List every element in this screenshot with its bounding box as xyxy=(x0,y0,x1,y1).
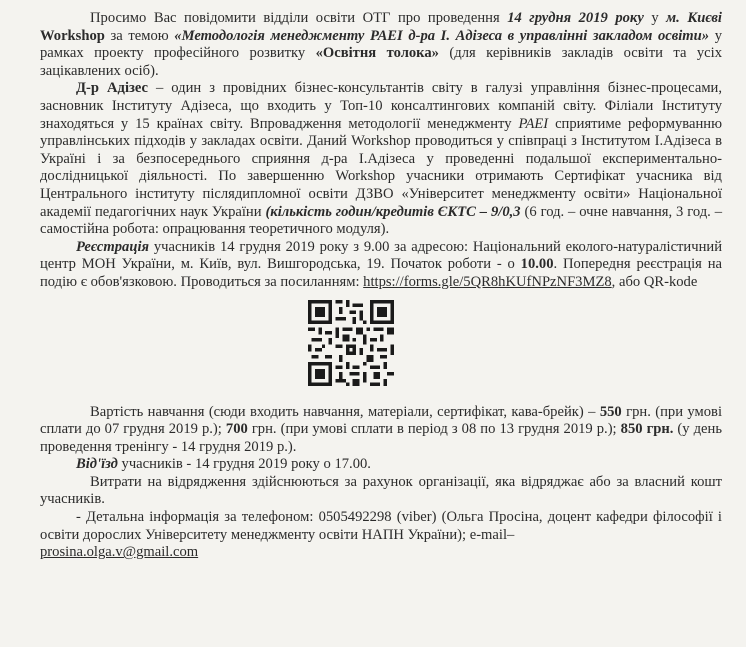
text: (для керівників закладів освіти та усіх зацікавлених осіб). xyxy=(40,45,723,79)
text: учасників 14 грудня 2019 року з 9.00 за адресою: Національний еколого-натуралістичний центр МОН України, м. Київ, вул. Вишгородська, 19. Початок роботи - о xyxy=(40,238,722,273)
text: (у день проведення тренінгу - 14 грудня 2019 р.). xyxy=(40,421,722,455)
paragraph-registration xyxy=(40,239,722,292)
workshop-label: Workshop xyxy=(40,27,105,44)
workshop-topic: «Методологія менеджменту РАЕІ д-ра І. Адізеса в управлінні закладом освіти» xyxy=(174,27,710,44)
text: , або QR-kode xyxy=(611,273,698,290)
person-name: Д-р Адізес xyxy=(76,80,148,97)
text: сприятиме реформуванню управлінських підходів у закладах освіти. Даний Workshop проводиться у співпраці з Інститутом І.Адізеса в Україні і за безпосереднього сприяння д-ра І.Адізеса у проведенні подальшої експериментально-дослідницької діяльності. По завершенню Workshop учасники отримають Сертифікат учасника від Центрального інституту післядипломної освіти ДЗВО «Університет менеджменту освіти» Національної академії педагогічних наук України xyxy=(40,115,722,220)
project-name: «Освітня толока» xyxy=(315,45,439,62)
text: за темою xyxy=(104,27,175,44)
paragraph-price xyxy=(40,404,722,457)
departure-label: Від'їзд xyxy=(76,456,118,473)
event-date: 14 грудня 2019 року xyxy=(507,10,644,26)
registration-label: Реєстрація xyxy=(76,238,150,255)
start-time: 10.00 xyxy=(520,256,554,273)
price-early: 550 xyxy=(599,403,622,420)
text: Просимо Вас повідомити відділи освіти ОТГ про проведення xyxy=(90,10,508,26)
qr-code-image[interactable] xyxy=(308,300,394,386)
text: учасників - 14 грудня 2019 року о 17.00. xyxy=(117,456,371,473)
paragraph-contact xyxy=(40,509,722,562)
text: – один з провідних бізнес-консультантів світу в галузі управління бізнес-процесами, засновник Інституту Адізеса, що входить у Топ-10 консалтингових компаній світу. Філіали Інституту знаходяться у 15 країнах світу. Впровадження методології менеджменту xyxy=(40,80,723,132)
price-onsite: 850 грн. xyxy=(620,421,674,438)
text: у рамках проекту професійного розвитку xyxy=(40,27,722,62)
paragraph-intro xyxy=(40,10,722,80)
text: у xyxy=(643,10,667,26)
paragraph-departure xyxy=(40,456,722,474)
text: . Попередня реєстрація на подію є обов'язковою. Проводиться за посиланням: xyxy=(40,256,722,290)
text: (6 год. – очне навчання, 3 год. – самостійна робота: опрацювання теоретичного модуля). xyxy=(40,203,723,238)
text: Витрати на відрядження здійснюються за рахунок організації, яка відряджає або за власний кошт учасників. xyxy=(40,473,722,508)
text: - Детальна інформація за телефоном: 0505492298 (viber) (Ольга Просіна, доцент кафедри філософії і освіти дорослих Університету менеджменту освіти НАПН України); e-mail– xyxy=(40,509,722,543)
event-city: м. Києві xyxy=(666,10,722,26)
price-mid: 700 xyxy=(225,421,248,438)
paragraph-expenses xyxy=(40,474,722,509)
paragraph-adizes xyxy=(40,80,722,238)
text: грн. (при умові сплати до 07 грудня 2019 р.); xyxy=(40,403,722,438)
paei-term: PAEI xyxy=(518,115,549,132)
qr-code-container xyxy=(10,300,692,386)
credits-info: (кількість годин/кредитів ЄКТС – 9/0,3 xyxy=(265,203,521,220)
text: грн. (при умові сплати в період з 08 по 13 грудня 2019 р.); xyxy=(247,421,621,438)
registration-link[interactable]: https://forms.gle/5QR8hKUfNPzNF3MZ8 xyxy=(363,273,612,290)
contact-email-link[interactable]: prosina.olga.v@gmail.com xyxy=(40,544,199,561)
text: Вартість навчання (сюди входить навчання, матеріали, сертифікат, кава-брейк) – xyxy=(90,403,600,420)
